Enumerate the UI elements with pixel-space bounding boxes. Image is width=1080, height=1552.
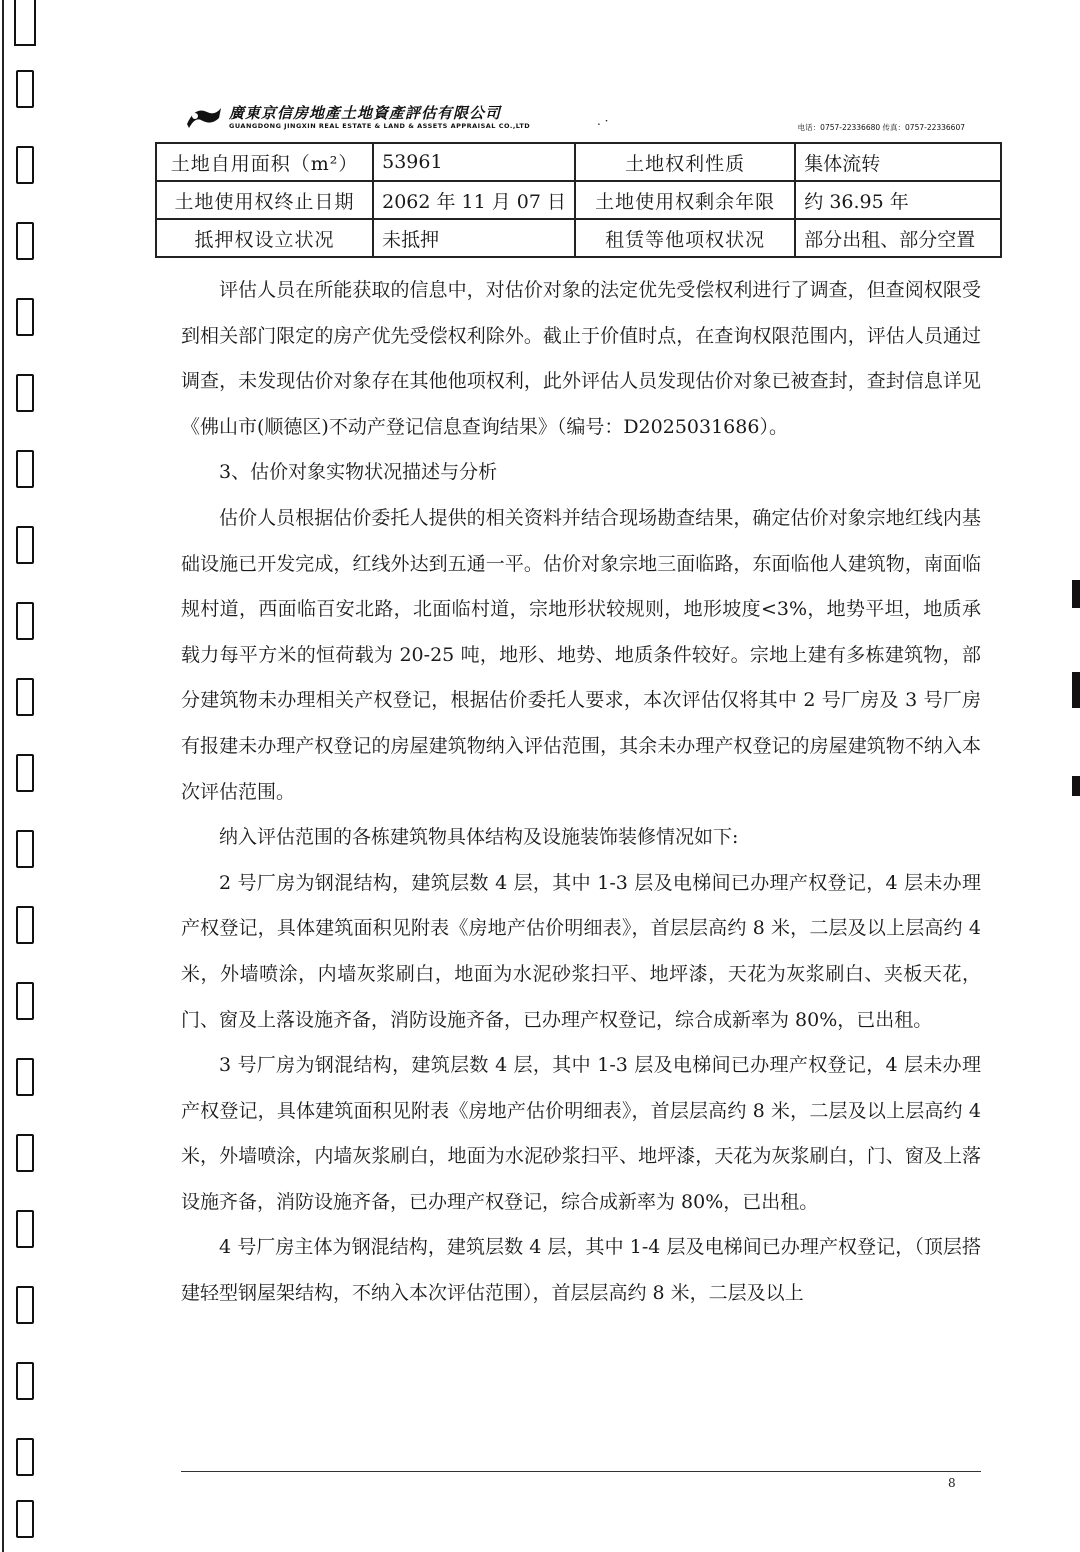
scan-edge-mark bbox=[1072, 672, 1080, 708]
table-label: 土地使用权终止日期 bbox=[156, 181, 373, 219]
table-label: 土地使用权剩余年限 bbox=[575, 181, 795, 219]
report-body bbox=[181, 268, 981, 1317]
table-row bbox=[156, 219, 1001, 257]
table-value: 未抵押 bbox=[373, 219, 575, 257]
table-value: 2062 年 11 月 07 日 bbox=[373, 181, 575, 219]
scan-edge-mark bbox=[1072, 776, 1080, 796]
binder-hole bbox=[16, 1210, 34, 1248]
company-name-en: GUANGDONG JINGXIN REAL ESTATE & LAND & ASSETS APPRAISAL CO.,LTD bbox=[229, 122, 531, 130]
binder-hole bbox=[16, 450, 34, 488]
binder-hole bbox=[16, 906, 34, 944]
binder-hole bbox=[16, 1500, 34, 1538]
paragraph-scope-intro: 纳入评估范围的各栋建筑物具体结构及设施装饰装修情况如下: bbox=[219, 826, 739, 849]
table-value: 约 36.95 年 bbox=[795, 181, 1001, 219]
binder-hole bbox=[16, 1438, 34, 1476]
binder-hole bbox=[16, 678, 34, 716]
binder-hole bbox=[16, 1286, 34, 1324]
table-label: 土地自用面积（m²） bbox=[156, 143, 373, 181]
paragraph-building-3: 3 号厂房为钢混结构，建筑层数 4 层，其中 1-3 层及电梯间已办理产权登记，4 层未办理产权登记，具体建筑面积见附表《房地产估价明细表》，首层层高约 8 米，二层及以上层高约 4 米，外墙喷涂，内墙灰浆刷白，地面为水泥砂浆扫平、地坪漆，天花为灰浆刷白，门、窗及上落设施齐备，消防设施齐备，已办理产权登记，综合成新率为 80%，已出租。 bbox=[181, 1054, 981, 1213]
table-row bbox=[156, 181, 1001, 219]
table-label: 土地权利性质 bbox=[575, 143, 795, 181]
binder-hole bbox=[16, 1134, 34, 1172]
binder-hole bbox=[16, 374, 34, 412]
scan-edge-mark bbox=[1072, 580, 1080, 608]
land-info-table bbox=[155, 142, 1002, 258]
binder-hole bbox=[16, 754, 34, 792]
binder-hole bbox=[16, 70, 34, 108]
page-number: 8 bbox=[948, 1476, 956, 1490]
table-row bbox=[156, 143, 1001, 181]
page-edge-line bbox=[2, 0, 4, 1552]
paragraph-building-2: 2 号厂房为钢混结构，建筑层数 4 层，其中 1-3 层及电梯间已办理产权登记，4 层未办理产权登记，具体建筑面积见附表《房地产估价明细表》，首层层高约 8 米，二层及以上层高约 4 米，外墙喷涂，内墙灰浆刷白，地面为水泥砂浆扫平、地坪漆，天花为灰浆刷白、夹板天花，门、窗及上落设施齐备，消防设施齐备，已办理产权登记，综合成新率为 80%，已出租。 bbox=[181, 871, 981, 1031]
table-value: 集体流转 bbox=[795, 143, 1001, 181]
binder-hole bbox=[16, 982, 34, 1020]
paragraph-priority-rights: 评估人员在所能获取的信息中，对估价对象的法定优先受偿权利进行了调查，但查阅权限受到相关部门限定的房产优先受偿权利除外。截止于价值时点，在查询权限范围内，评估人员通过调查，未发现估价对象存在其他他项权利，此外评估人员发现估价对象已被查封，查封信息详见《佛山市(顺德区)不动产登记信息查询结果》（编号：D2025031686）。 bbox=[181, 279, 981, 438]
paragraph-building-4: 4 号厂房主体为钢混结构，建筑层数 4 层，其中 1-4 层及电梯间已办理产权登记，（顶层搭建轻型钢屋架结构，不纳入本次评估范围），首层层高约 8 米，二层及以上 bbox=[181, 1236, 981, 1305]
binder-hole bbox=[16, 526, 34, 564]
binder-hole bbox=[16, 602, 34, 640]
contact-info: 电话：0757-22336680 传真：0757-22336607 bbox=[797, 123, 965, 132]
footer-divider bbox=[181, 1471, 981, 1472]
scan-dots: . · bbox=[597, 114, 609, 128]
table-value: 53961 bbox=[373, 143, 575, 181]
binder-hole bbox=[16, 222, 34, 260]
table-value: 部分出租、部分空置 bbox=[795, 219, 1001, 257]
binder-hole bbox=[16, 830, 34, 868]
binder-hole bbox=[16, 146, 34, 184]
company-name-cn: 廣東京信房地產土地資產評估有限公司 bbox=[229, 104, 502, 122]
company-logo-icon bbox=[185, 104, 223, 130]
binder-hole bbox=[16, 1058, 34, 1096]
table-label: 租赁等他项权状况 bbox=[575, 219, 795, 257]
binder-hole bbox=[16, 1362, 34, 1400]
table-label: 抵押权设立状况 bbox=[156, 219, 373, 257]
letterhead bbox=[185, 100, 985, 140]
paragraph-site-description: 估价人员根据估价委托人提供的相关资料并结合现场勘查结果，确定估价对象宗地红线内基础设施已开发完成，红线外达到五通一平。估价对象宗地三面临路，东面临他人建筑物，南面临规村道，西面临百安北路，北面临村道，宗地形状较规则，地形坡度<3%，地势平坦，地质承载力每平方米的恒荷载为 20-25 吨，地形、地势、地质条件较好。宗地上建有多栋建筑物，部分建筑物未办理相关产权登记，根据估价委托人要求，本次评估仅将其中 2 号厂房及 3 号厂房有报建未办理产权登记的房屋建筑物纳入评估范围，其余未办理产权登记的房屋建筑物不纳入本次评估范围。 bbox=[181, 506, 981, 803]
binder-hole bbox=[16, 298, 34, 336]
section-heading: 3、估价对象实物状况描述与分析 bbox=[219, 461, 498, 484]
binder-holes bbox=[16, 0, 38, 1552]
